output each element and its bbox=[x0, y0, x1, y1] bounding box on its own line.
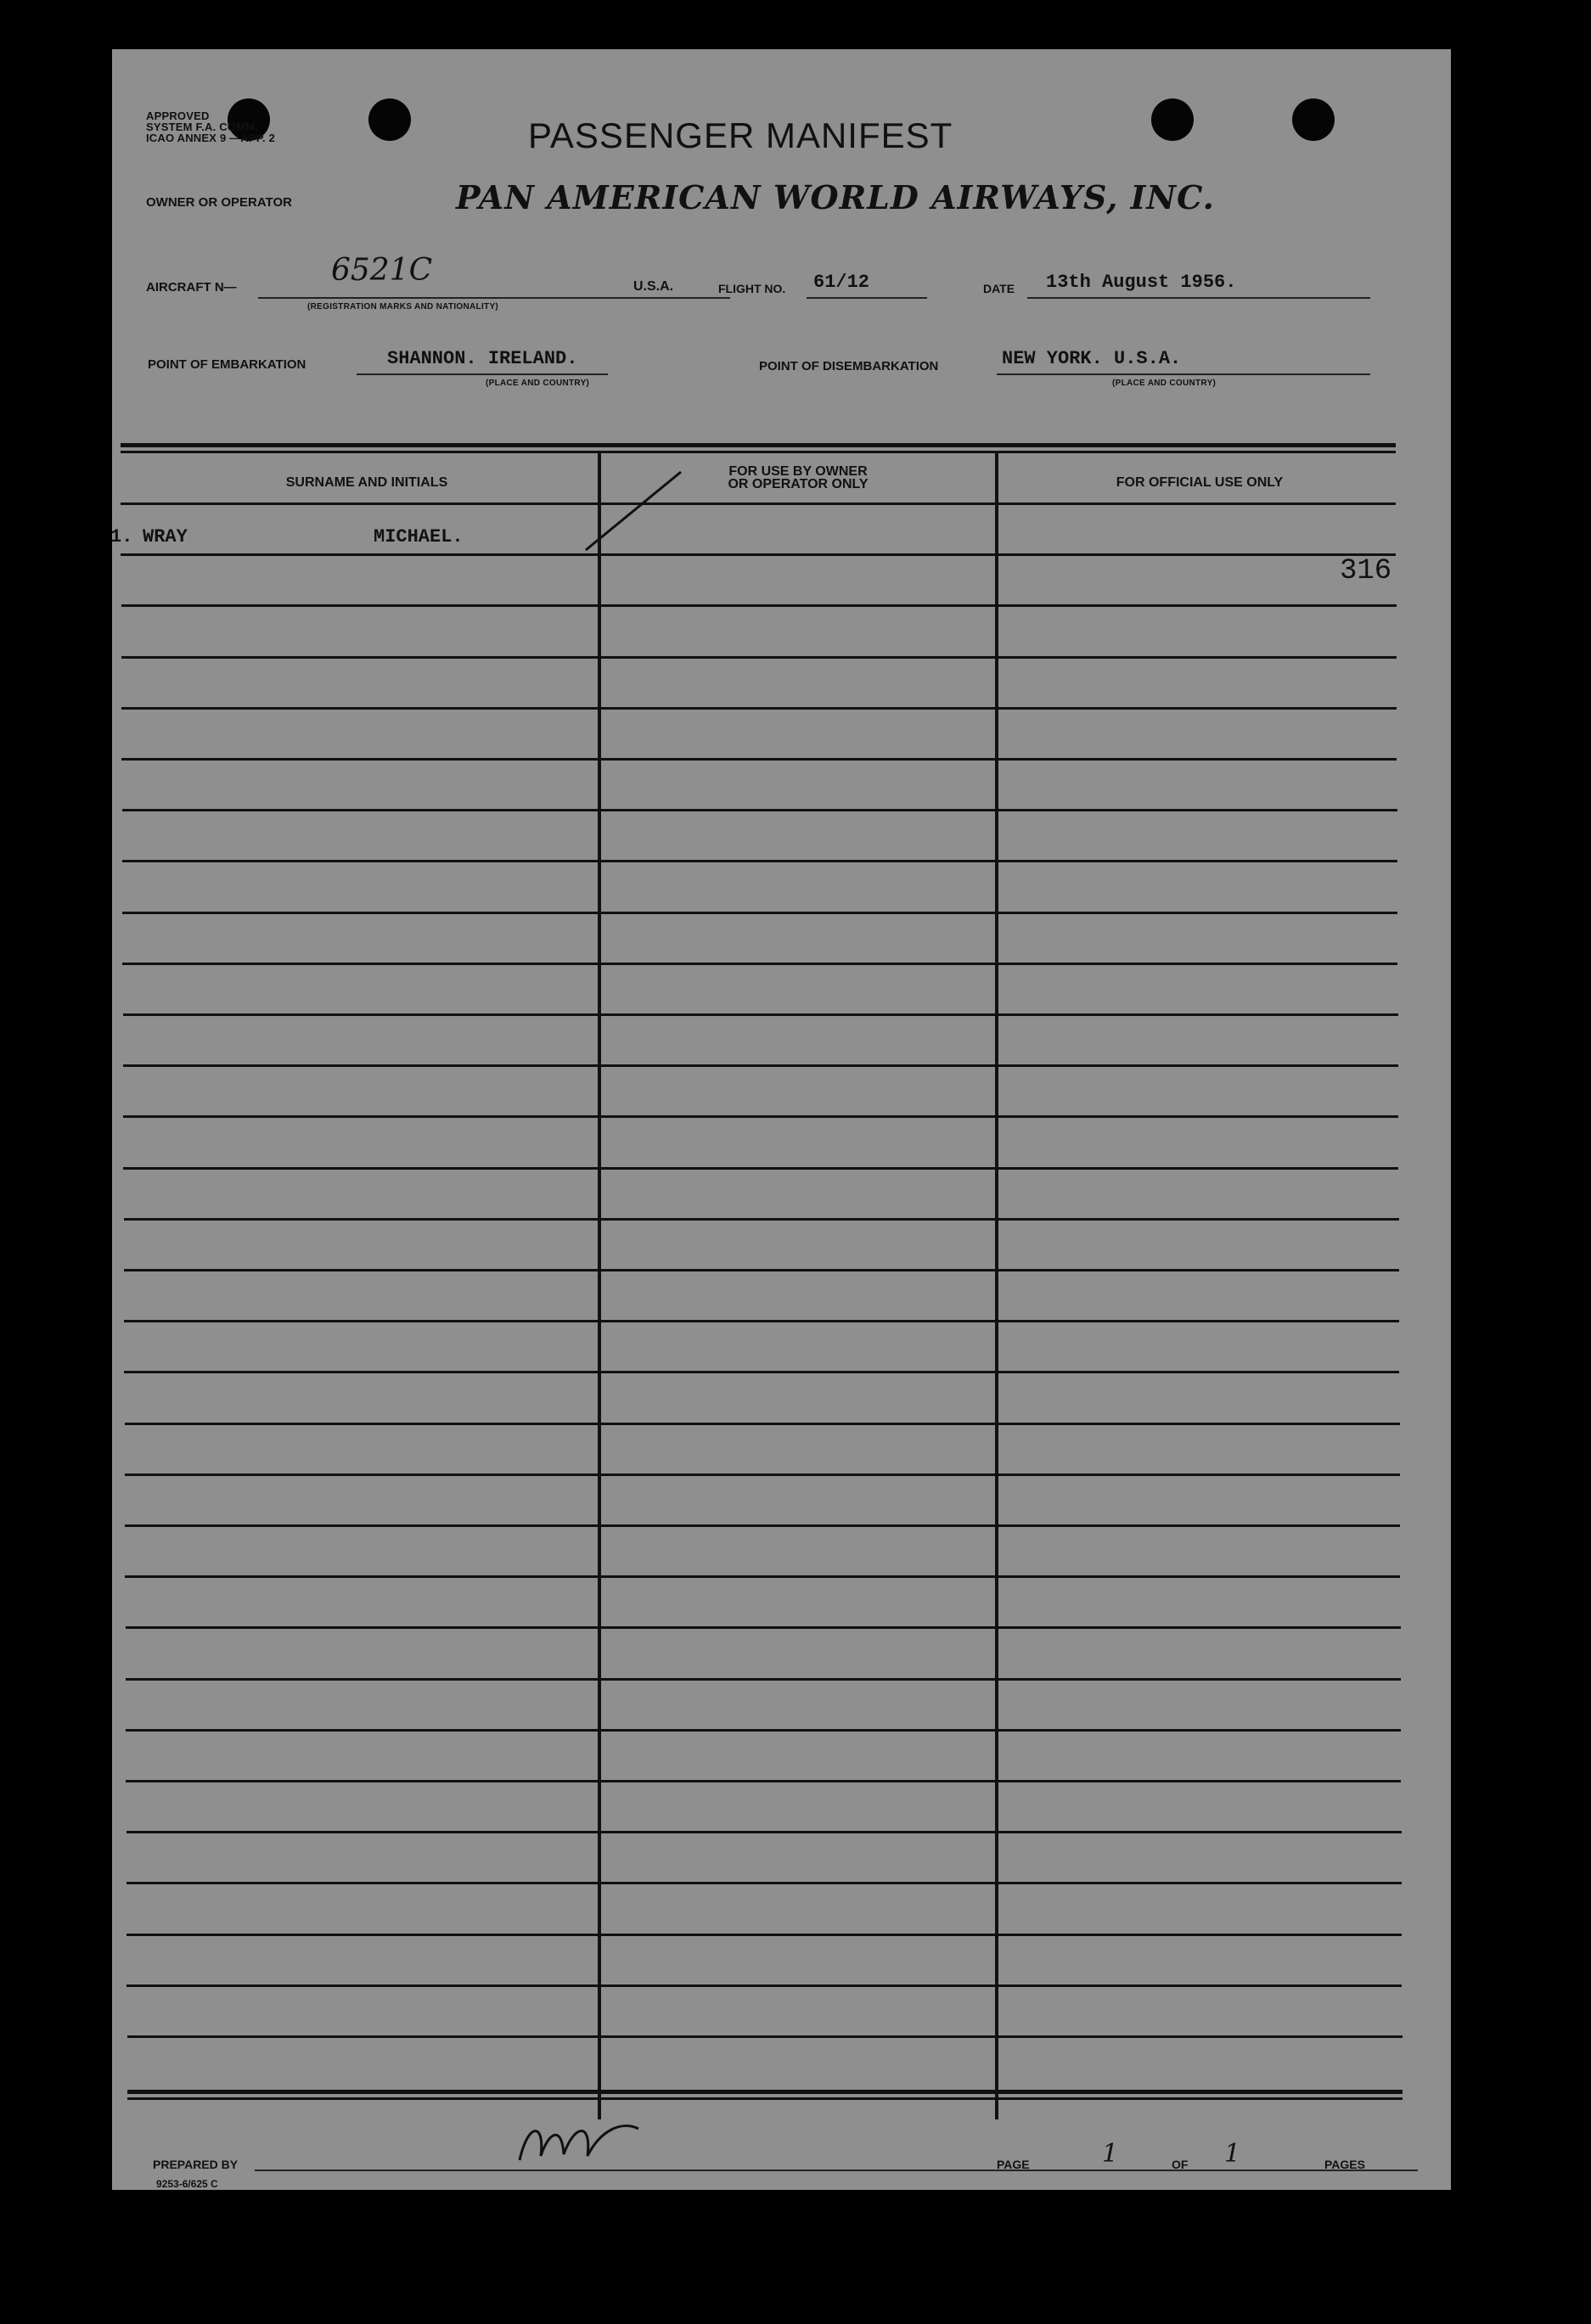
embark-value: SHANNON. IRELAND. bbox=[387, 348, 578, 369]
table-rule bbox=[126, 1729, 1401, 1732]
table-rule bbox=[127, 2035, 1403, 2038]
table-rule bbox=[122, 860, 1397, 862]
embark-note: (PLACE AND COUNTRY) bbox=[486, 379, 590, 388]
table-rule bbox=[126, 1780, 1401, 1782]
manifest-sheet bbox=[112, 49, 1451, 2190]
passenger-initials: MICHAEL. bbox=[374, 526, 464, 547]
table-rule bbox=[122, 912, 1397, 914]
table-rule bbox=[126, 1626, 1401, 1629]
aircraft-label: AIRCRAFT N— bbox=[146, 280, 237, 295]
side-number: 316 bbox=[1340, 555, 1392, 587]
date-label: DATE bbox=[983, 282, 1015, 295]
date-value: 13th August 1956. bbox=[1046, 272, 1237, 293]
table-rule bbox=[121, 604, 1397, 607]
date-underline bbox=[1027, 297, 1370, 299]
table-rule bbox=[126, 1882, 1402, 1884]
bottom-rule bbox=[127, 2090, 1403, 2094]
table-rule bbox=[125, 1423, 1400, 1425]
pages-label: PAGES bbox=[1324, 2158, 1365, 2171]
footer-underline bbox=[255, 2170, 1418, 2171]
column-header-official: FOR OFFICIAL USE ONLY bbox=[1116, 475, 1284, 490]
operator-name: PAN AMERICAN WORLD AIRWAYS, INC. bbox=[456, 178, 1215, 216]
table-rule bbox=[121, 707, 1397, 710]
disembark-label: POINT OF DISEMBARKATION bbox=[759, 359, 939, 373]
table-rule bbox=[125, 1474, 1400, 1476]
owner-label: OWNER OR OPERATOR bbox=[146, 195, 292, 210]
flight-label: FLIGHT NO. bbox=[718, 282, 786, 295]
table-rule bbox=[123, 1167, 1398, 1170]
flight-number: 61/12 bbox=[813, 272, 870, 293]
passenger-number: 1. bbox=[110, 526, 133, 547]
table-rule bbox=[122, 963, 1397, 965]
punch-hole bbox=[1292, 98, 1335, 141]
punch-hole bbox=[1151, 98, 1194, 141]
flight-underline bbox=[807, 297, 927, 299]
column-header-surname: SURNAME AND INITIALS bbox=[285, 475, 448, 490]
of-value: 1 bbox=[1224, 2139, 1241, 2169]
table-rule bbox=[126, 1934, 1402, 1936]
table-rule bbox=[125, 1575, 1400, 1578]
disembark-underline bbox=[997, 373, 1370, 375]
table-rule bbox=[121, 656, 1397, 659]
top-rule bbox=[121, 451, 1396, 453]
top-rule bbox=[121, 443, 1396, 447]
approval-line: APPROVED bbox=[146, 109, 210, 122]
form-number: 9253-6/625 C bbox=[156, 2178, 218, 2190]
table-rule bbox=[126, 1678, 1401, 1681]
passenger-surname: WRAY bbox=[143, 526, 188, 547]
signature bbox=[511, 2113, 647, 2173]
table-rule bbox=[121, 758, 1397, 761]
table-rule bbox=[123, 1115, 1398, 1118]
table-rule bbox=[124, 1320, 1399, 1322]
aircraft-underline bbox=[258, 297, 730, 299]
aircraft-number: 6521C bbox=[331, 253, 433, 288]
country-label: U.S.A. bbox=[633, 279, 674, 294]
of-label: OF bbox=[1172, 2158, 1189, 2171]
registration-note: (REGISTRATION MARKS AND NATIONALITY) bbox=[307, 302, 499, 312]
punch-hole bbox=[368, 98, 411, 141]
table-rule bbox=[122, 809, 1397, 811]
disembark-note: (PLACE AND COUNTRY) bbox=[1112, 379, 1217, 388]
bottom-rule bbox=[127, 2097, 1403, 2100]
column-divider bbox=[598, 453, 601, 2119]
embark-underline bbox=[357, 373, 608, 375]
table-rule bbox=[126, 1831, 1402, 1833]
table-rule bbox=[124, 1371, 1399, 1373]
disembark-value: NEW YORK. U.S.A. bbox=[1002, 348, 1182, 369]
check-mark bbox=[571, 465, 825, 559]
table-rule bbox=[123, 1064, 1398, 1067]
approval-line: ICAO ANNEX 9 —APP. 2 bbox=[146, 132, 276, 144]
page-title: PASSENGER MANIFEST bbox=[528, 115, 953, 155]
column-header-operator: FOR USE BY OWNER OR OPERATOR ONLY bbox=[728, 464, 869, 491]
table-rule bbox=[124, 1269, 1399, 1271]
table-rule bbox=[126, 1984, 1402, 1987]
table-rule bbox=[125, 1524, 1400, 1527]
table-rule bbox=[121, 553, 1396, 556]
approval-block bbox=[146, 110, 275, 143]
page-label: PAGE bbox=[997, 2158, 1030, 2171]
page-value: 1 bbox=[1102, 2139, 1119, 2169]
table-rule bbox=[123, 1013, 1398, 1016]
table-rule bbox=[124, 1218, 1399, 1221]
column-divider bbox=[995, 453, 998, 2119]
prepared-label: PREPARED BY bbox=[153, 2158, 239, 2171]
table-rule bbox=[121, 502, 1396, 505]
approval-line: SYSTEM F.A. COMM. bbox=[146, 121, 258, 133]
embark-label: POINT OF EMBARKATION bbox=[148, 357, 306, 372]
